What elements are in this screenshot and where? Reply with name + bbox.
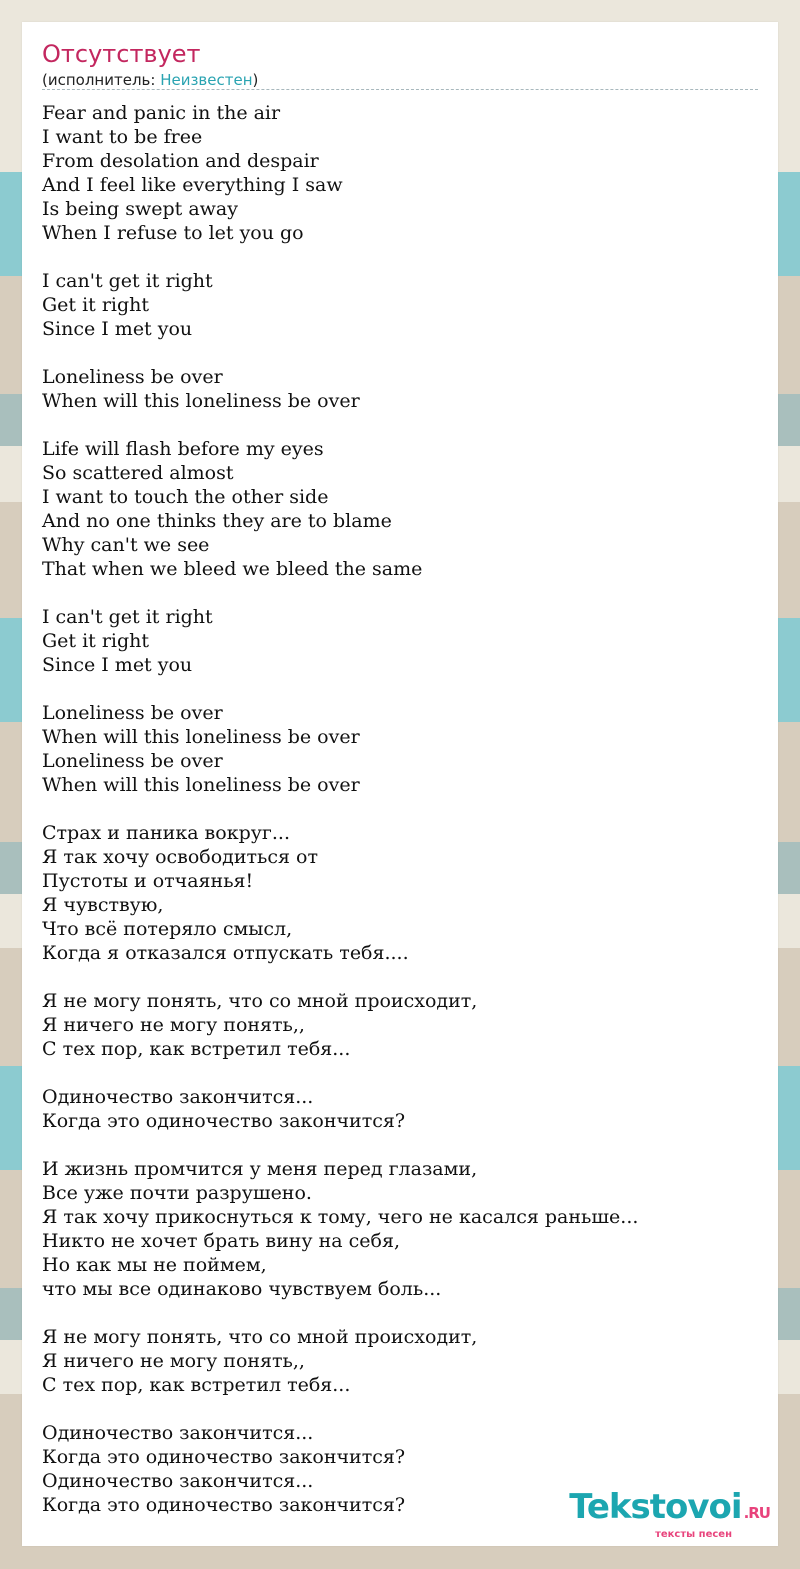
lyric-line: Я не могу понять, что со мной происходит,	[42, 990, 478, 1012]
artist-line	[42, 71, 258, 89]
lyric-line: When will this loneliness be over	[42, 390, 360, 412]
lyric-line: I can't get it right	[42, 270, 213, 292]
lyric-line: I want to be free	[42, 126, 203, 148]
lyric-line: Одиночество закончится...	[42, 1470, 314, 1492]
lyric-line: Life will flash before my eyes	[42, 438, 324, 460]
lyrics-card	[22, 22, 778, 1546]
stanza-break	[42, 965, 758, 989]
artist-link[interactable]: Неизвестен	[160, 71, 253, 89]
lyric-line: Я чувствую,	[42, 894, 164, 916]
lyric-line: Страх и паника вокруг...	[42, 822, 290, 844]
logo-wordmark: Tekstovoi	[569, 1487, 742, 1527]
lyric-line: Все уже почти разрушено.	[42, 1182, 312, 1204]
site-logo[interactable]	[569, 1487, 770, 1540]
artist-prefix: (исполнитель:	[42, 71, 161, 89]
stanza-break	[42, 1397, 758, 1421]
lyric-line: Пустоты и отчаянья!	[42, 870, 254, 892]
lyric-line: И жизнь промчится у меня перед глазами,	[42, 1158, 478, 1180]
lyric-line: С тех пор, как встретил тебя...	[42, 1374, 351, 1396]
stanza-break	[42, 413, 758, 437]
lyric-line: From desolation and despair	[42, 150, 319, 172]
lyric-line: Что всё потеряло смысл,	[42, 918, 293, 940]
lyric-line: Fear and panic in the air	[42, 102, 281, 124]
title-divider	[42, 89, 758, 90]
lyric-line: Я ничего не могу понять,,	[42, 1350, 305, 1372]
logo-tld: .RU	[743, 1504, 770, 1522]
lyric-line: Я так хочу прикоснуться к тому, чего не касался раньше...	[42, 1206, 639, 1228]
lyric-line: Когда это одиночество закончится?	[42, 1446, 406, 1468]
logo-tagline: тексты песен	[655, 1529, 732, 1540]
stanza-break	[42, 677, 758, 701]
lyric-line: I can't get it right	[42, 606, 213, 628]
lyric-line: Когда я отказался отпускать тебя....	[42, 942, 409, 964]
lyric-line: Get it right	[42, 294, 150, 316]
lyric-line: Я не могу понять, что со мной происходит,	[42, 1326, 478, 1348]
lyric-line: Я ничего не могу понять,,	[42, 1014, 305, 1036]
lyric-line: When will this loneliness be over	[42, 726, 360, 748]
lyric-line: Когда это одиночество закончится?	[42, 1494, 406, 1516]
lyric-line: That when we bleed we bleed the same	[42, 558, 423, 580]
lyric-line: Loneliness be over	[42, 366, 223, 388]
stanza-break	[42, 581, 758, 605]
lyric-line: Я так хочу освободиться от	[42, 846, 319, 868]
lyric-line: Since I met you	[42, 654, 193, 676]
song-title: Отсутствует	[42, 40, 201, 68]
lyric-line: Get it right	[42, 630, 150, 652]
lyrics-text	[42, 101, 758, 1517]
lyric-line: Но как мы не поймем,	[42, 1254, 267, 1276]
lyric-line: I want to touch the other side	[42, 486, 329, 508]
lyric-line: Since I met you	[42, 318, 193, 340]
stanza-break	[42, 1061, 758, 1085]
lyric-line: Loneliness be over	[42, 750, 223, 772]
lyric-line: When will this loneliness be over	[42, 774, 360, 796]
lyric-line: So scattered almost	[42, 462, 234, 484]
stanza-break	[42, 1301, 758, 1325]
lyric-line: Когда это одиночество закончится?	[42, 1110, 406, 1132]
lyric-line: Loneliness be over	[42, 702, 223, 724]
stanza-break	[42, 341, 758, 365]
lyric-line: Одиночество закончится...	[42, 1422, 314, 1444]
stanza-break	[42, 245, 758, 269]
artist-suffix: )	[252, 71, 259, 89]
lyric-line: Why can't we see	[42, 534, 210, 556]
lyric-line: Никто не хочет брать вину на себя,	[42, 1230, 401, 1252]
lyric-line: Is being swept away	[42, 198, 238, 220]
stanza-break	[42, 1133, 758, 1157]
stanza-break	[42, 797, 758, 821]
lyric-line: что мы все одинаково чувствуем боль...	[42, 1278, 442, 1300]
lyric-line: Одиночество закончится...	[42, 1086, 314, 1108]
lyric-line: When I refuse to let you go	[42, 222, 304, 244]
lyric-line: С тех пор, как встретил тебя...	[42, 1038, 351, 1060]
lyric-line: And I feel like everything I saw	[42, 174, 343, 196]
lyric-line: And no one thinks they are to blame	[42, 510, 392, 532]
